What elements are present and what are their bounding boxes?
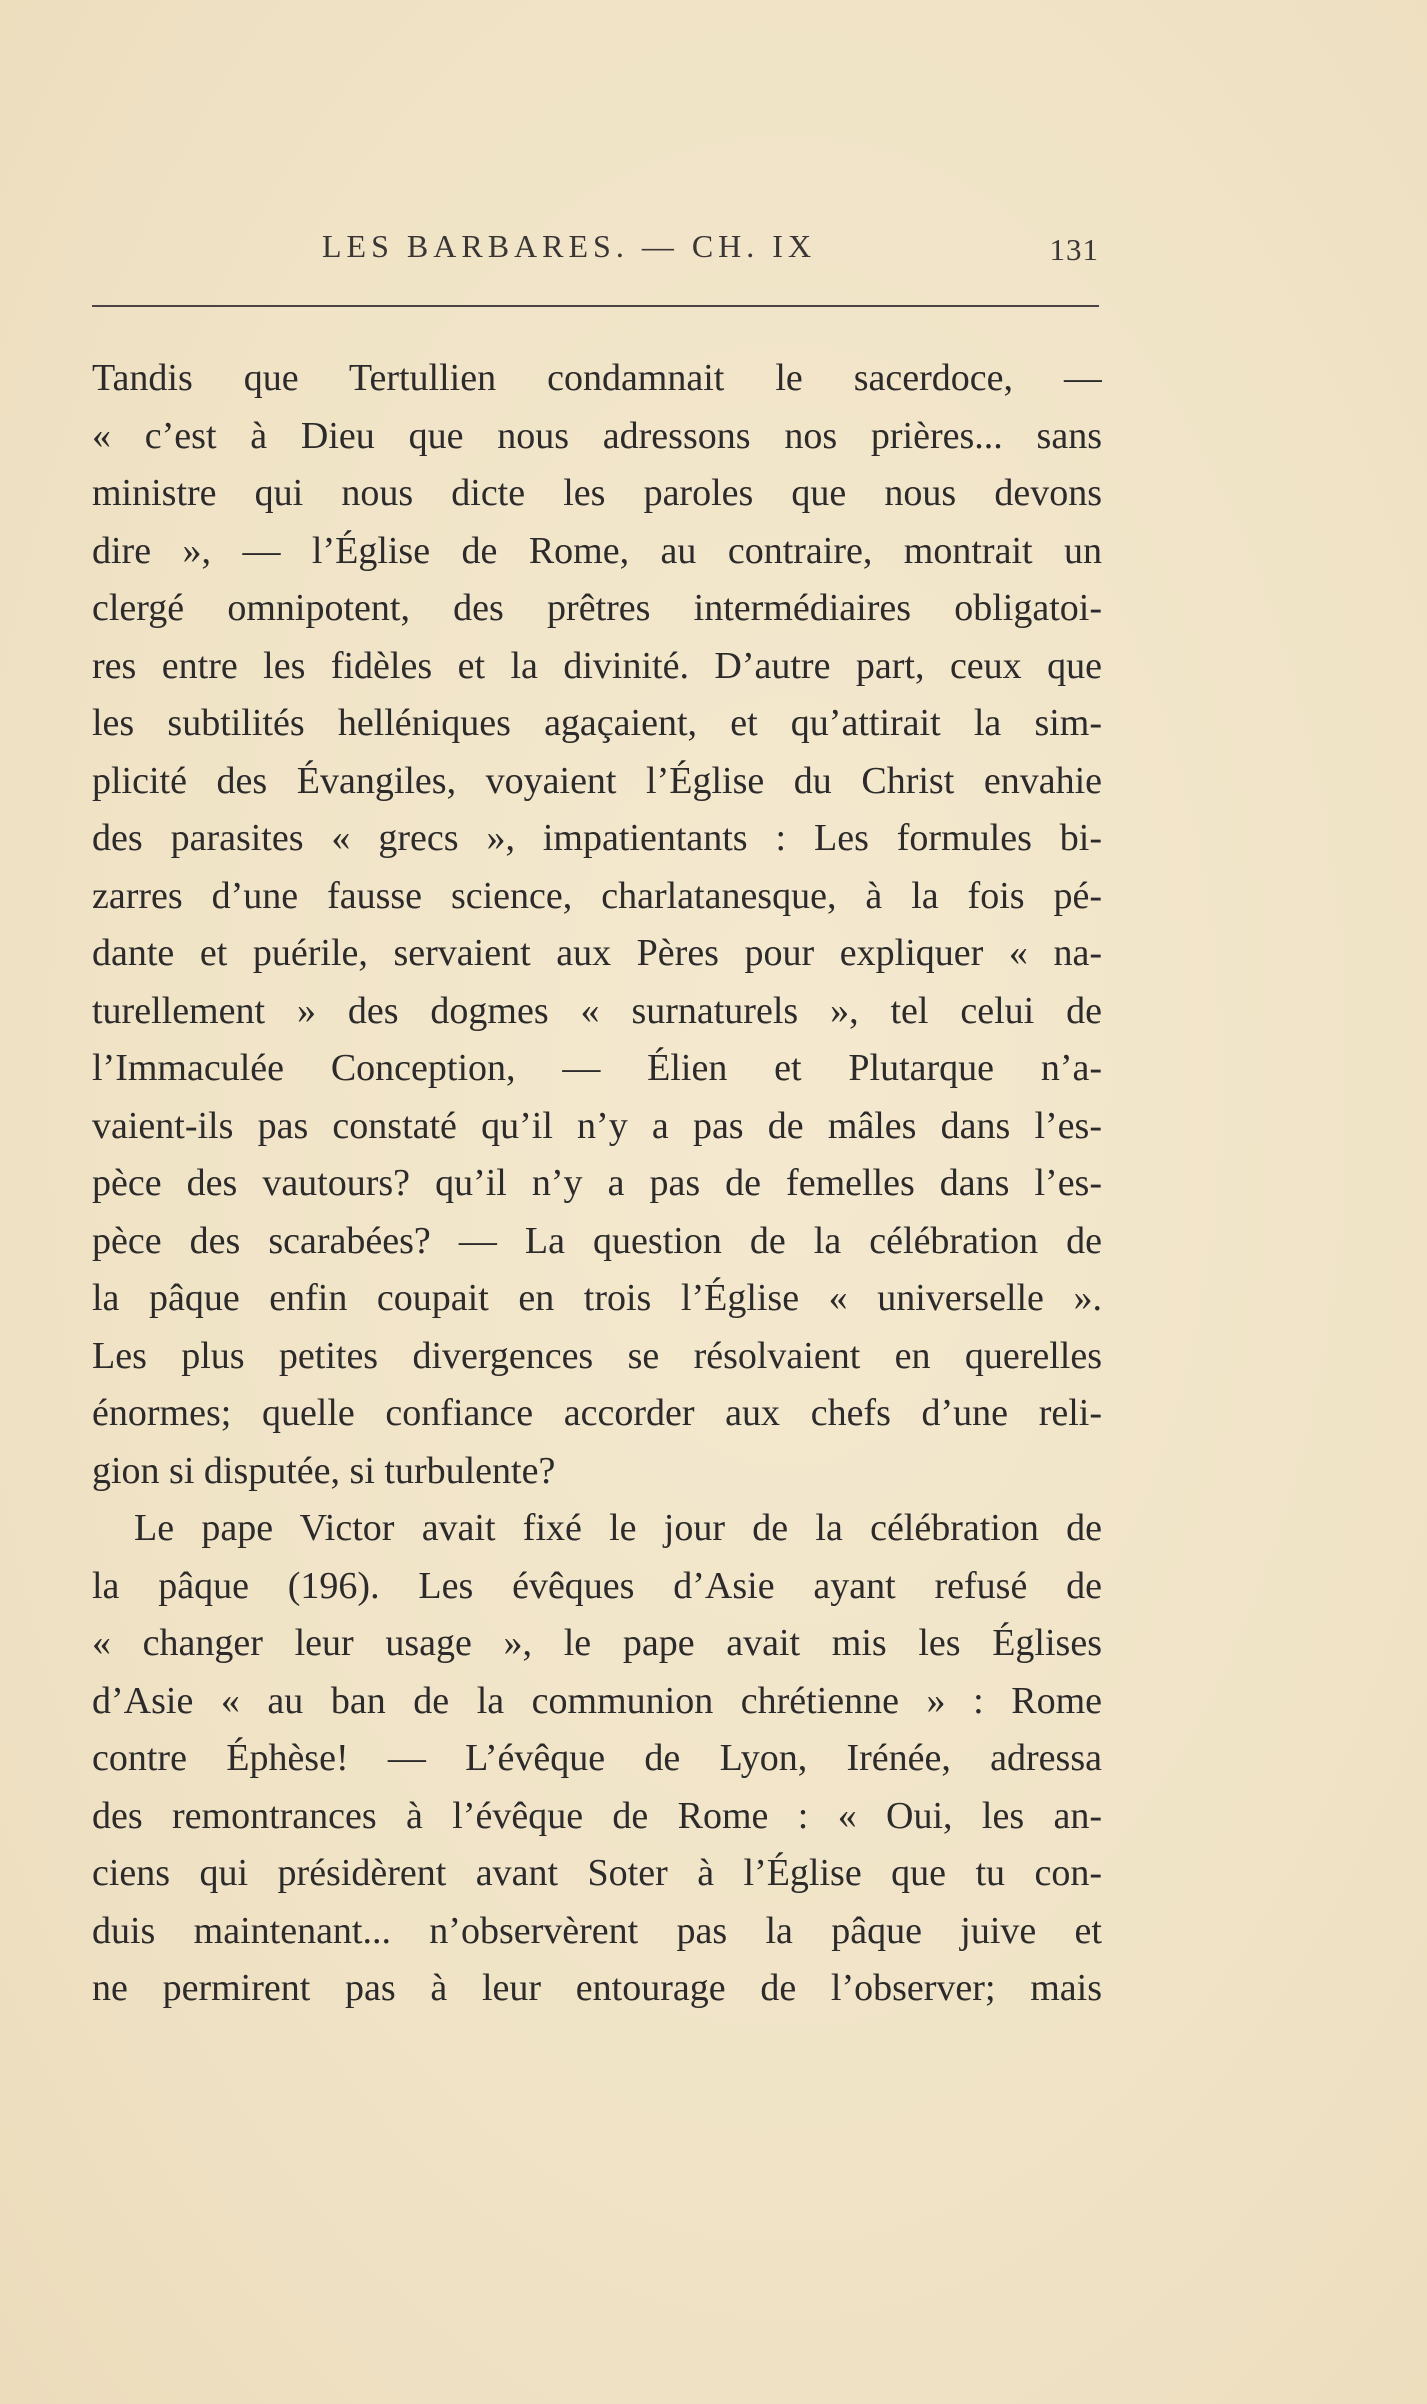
page-number: 131 [1049,232,1099,267]
text-line: zarres d’une fausse science, charlatanesque, à la fois pé- [92,874,1102,917]
text-line: des remontrances à l’évêque de Rome : « Oui, les an- [92,1794,1102,1837]
text-line: Les plus petites divergences se résolvaient en querelles [92,1334,1102,1377]
paragraph-last-line: gion si disputée, si turbulente? [92,1449,556,1492]
running-head: LES BARBARES. — CH. IX [322,228,817,264]
header-rule [92,305,1099,307]
page-header [92,228,1099,280]
text-line: dante et puérile, servaient aux Pères pour expliquer « na- [92,932,1102,974]
text-line: la pâque (196). Les évêques d’Asie ayant refusé de [92,1564,1102,1607]
text-line: Tandis que Tertullien condamnait le sacerdoce, — [92,357,1102,399]
text-line: clergé omnipotent, des prêtres intermédiaires obligatoi- [92,587,1102,629]
text-line: la pâque enfin coupait en trois l’Église « universelle ». [92,1277,1102,1319]
text-line: les subtilités helléniques agaçaient, et qu’attirait la sim- [92,702,1102,744]
paragraph-first-line: Le pape Victor avait fixé le jour de la célébration de [134,1507,1102,1549]
text-line: turellement » des dogmes « surnaturels », tel celui de [92,989,1102,1032]
text-line: duis maintenant... n’observèrent pas la pâque juive et [92,1909,1102,1952]
text-line: des parasites « grecs », impatientants : Les formules bi- [92,817,1102,859]
text-line: ciens qui présidèrent avant Soter à l’Église que tu con- [92,1852,1102,1894]
text-line: dire », — l’Église de Rome, au contraire, montrait un [92,529,1102,572]
text-line: ne permirent pas à leur entourage de l’observer; mais [92,1967,1102,2009]
text-line: d’Asie « au ban de la communion chrétienne » : Rome [92,1679,1102,1722]
text-line: ministre qui nous dicte les paroles que nous devons [92,472,1102,514]
text-line: énormes; quelle confiance accorder aux chefs d’une reli- [92,1392,1102,1434]
text-line: contre Éphèse! — L’évêque de Lyon, Irénée, adressa [92,1737,1102,1779]
text-line: res entre les fidèles et la divinité. D’autre part, ceux que [92,644,1102,687]
text-line: l’Immaculée Conception, — Élien et Plutarque n’a- [92,1047,1102,1089]
text-line: pèce des vautours? qu’il n’y a pas de femelles dans l’es- [92,1162,1102,1204]
text-line: vaient-ils pas constaté qu’il n’y a pas de mâles dans l’es- [92,1104,1102,1147]
text-line: « c’est à Dieu que nous adressons nos prières... sans [92,414,1102,457]
text-line: « changer leur usage », le pape avait mis les Églises [92,1622,1102,1664]
text-line: pèce des scarabées? — La question de la célébration de [92,1219,1102,1262]
text-line: plicité des Évangiles, voyaient l’Église du Christ envahie [92,759,1102,802]
body-text [92,350,1102,2018]
